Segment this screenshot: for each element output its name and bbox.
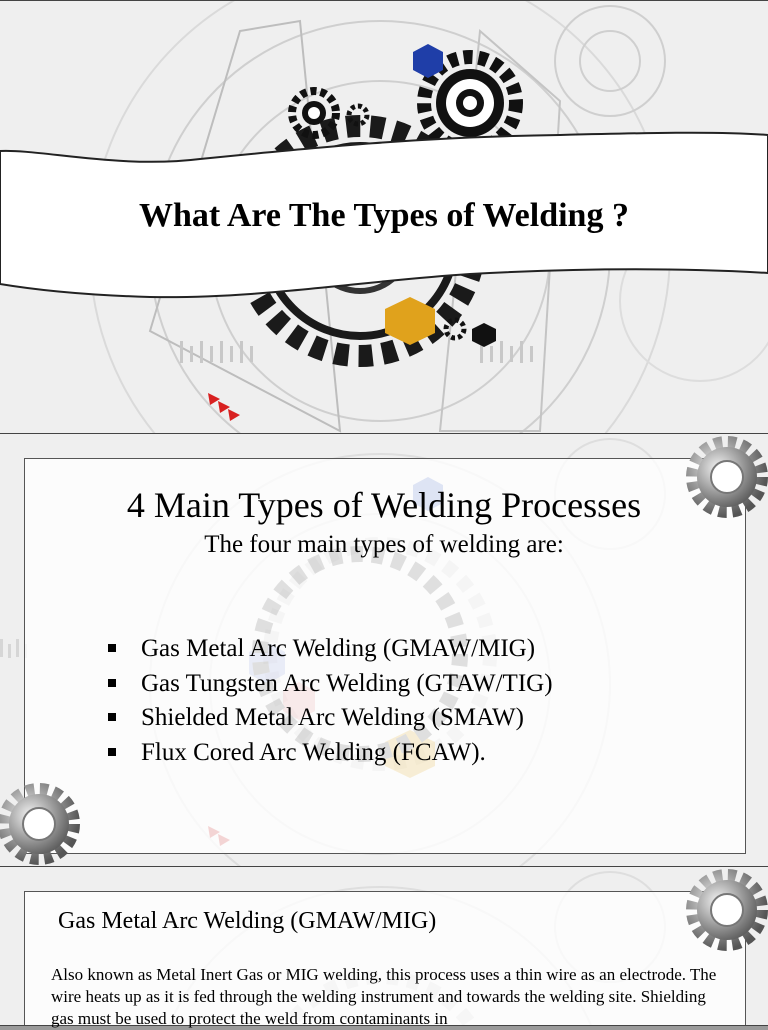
slide-subheading: The four main types of welding are: (204, 531, 564, 558)
list-item: Gas Metal Arc Welding (GMAW/MIG) (106, 632, 553, 667)
bullet-square-icon (108, 713, 116, 721)
hexagon-icon (413, 44, 443, 78)
list-item: Shielded Metal Arc Welding (SMAW) (106, 701, 553, 736)
hexagon-icon (472, 323, 496, 347)
slide-heading: 4 Main Types of Welding Processes (126, 485, 642, 525)
bullet-square-icon (108, 644, 116, 652)
list-item: Gas Tungsten Arc Welding (GTAW/TIG) (106, 667, 553, 702)
bullet-square-icon (108, 679, 116, 687)
list-item: Flux Cored Arc Welding (FCAW). (106, 736, 553, 771)
slide-title (0, 0, 768, 434)
slide-body-text: Also known as Metal Inert Gas or MIG welding, this process uses a thin wire as an electrode. The wire heats up as it is fed through the welding instrument and towards the welding site. Shielding gas must be used to protect the weld from contaminants in (51, 965, 717, 1028)
bullet-square-icon (108, 748, 116, 756)
gear-icon (0, 781, 82, 867)
slide-title-text: What Are The Types of Welding ? (139, 197, 629, 234)
triangle-arrow-icon (208, 393, 240, 421)
gear-icon (684, 867, 768, 953)
welding-types-list (106, 632, 553, 770)
slide-heading: Gas Metal Arc Welding (GMAW/MIG) (58, 908, 437, 934)
